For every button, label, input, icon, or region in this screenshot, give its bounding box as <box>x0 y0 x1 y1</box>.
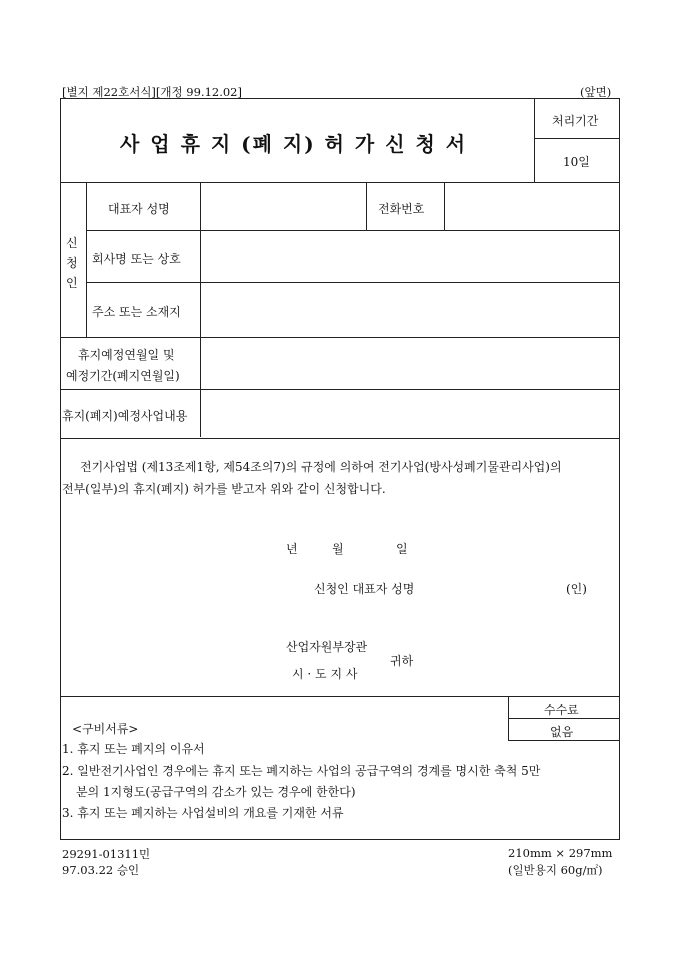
divider <box>508 740 619 741</box>
divider <box>534 99 535 182</box>
processing-period-value: 10일 <box>563 155 590 169</box>
year-label: 년 <box>286 542 298 556</box>
divider <box>86 282 619 283</box>
attachment-item: 1. 휴지 또는 폐지의 이유서 <box>62 742 205 756</box>
applicant-side-label-3: 인 <box>66 276 78 290</box>
divider <box>366 182 367 230</box>
company-label: 회사명 또는 상호 <box>92 252 181 266</box>
seal-label: (인) <box>566 582 587 596</box>
attachment-item: 분의 1지형도(공급구역의 감소가 있는 경우에 한한다) <box>76 785 356 799</box>
attachments-heading: <구비서류> <box>72 722 139 736</box>
fee-label: 수수료 <box>544 703 579 717</box>
day-label: 일 <box>396 542 408 556</box>
approval-date: 97.03.22 승인 <box>62 863 140 877</box>
divider <box>200 182 201 437</box>
address-label: 주소 또는 소재지 <box>92 305 181 319</box>
applicant-side-label-1: 신 <box>66 236 78 250</box>
schedule-label-line1: 휴지예정연월일 및 <box>78 348 175 362</box>
form-number: [별지 제22호서식][개정 99.12.02] <box>62 85 242 99</box>
business-content-label: 휴지(폐지)예정사업내용 <box>62 409 188 423</box>
form-code: 29291-01311민 <box>62 847 151 861</box>
divider <box>444 182 445 230</box>
paper-size: 210mm × 297mm <box>508 846 613 860</box>
month-label: 월 <box>332 542 344 556</box>
recipient-governor: 시 · 도 지 사 <box>292 667 358 681</box>
divider <box>61 389 619 390</box>
divider <box>61 337 619 338</box>
divider <box>86 230 619 231</box>
signer-label: 신청인 대표자 성명 <box>314 582 415 596</box>
attachment-item: 2. 일반전기사업인 경우에는 휴지 또는 폐지하는 사업의 공급구역의 경계를 명시한 축척 5만 <box>62 764 541 778</box>
schedule-label-line2: 예정기간(폐지연월일) <box>66 369 180 383</box>
statement-line1: 전기사업법 (제13조제1항, 제54조의7)의 규정에 의하여 전기사업(방사성폐기물관리사업)의 <box>80 460 562 474</box>
divider <box>534 138 619 139</box>
divider <box>61 438 619 439</box>
divider <box>86 182 87 337</box>
paper-type: (일반용지 60g/㎡) <box>508 863 603 877</box>
form-title: 사 업 휴 지 (폐 지) 허 가 신 청 서 <box>120 132 468 156</box>
divider <box>508 718 619 719</box>
divider <box>61 182 619 183</box>
divider <box>61 696 619 697</box>
statement-line2: 전부(일부)의 휴지(폐지) 허가를 받고자 위와 같이 신청합니다. <box>62 482 386 496</box>
attachment-item: 3. 휴지 또는 폐지하는 사업설비의 개요를 기재한 서류 <box>62 806 344 820</box>
rep-name-label: 대표자 성명 <box>108 202 170 216</box>
page-side-label: (앞면) <box>580 85 612 99</box>
fee-value: 없음 <box>550 725 574 739</box>
phone-label: 전화번호 <box>378 202 425 216</box>
processing-period-label: 처리기간 <box>552 114 599 128</box>
recipient-minister: 산업자원부장관 <box>286 640 368 654</box>
honorific-label: 귀하 <box>390 654 414 668</box>
applicant-side-label-2: 청 <box>66 256 78 270</box>
